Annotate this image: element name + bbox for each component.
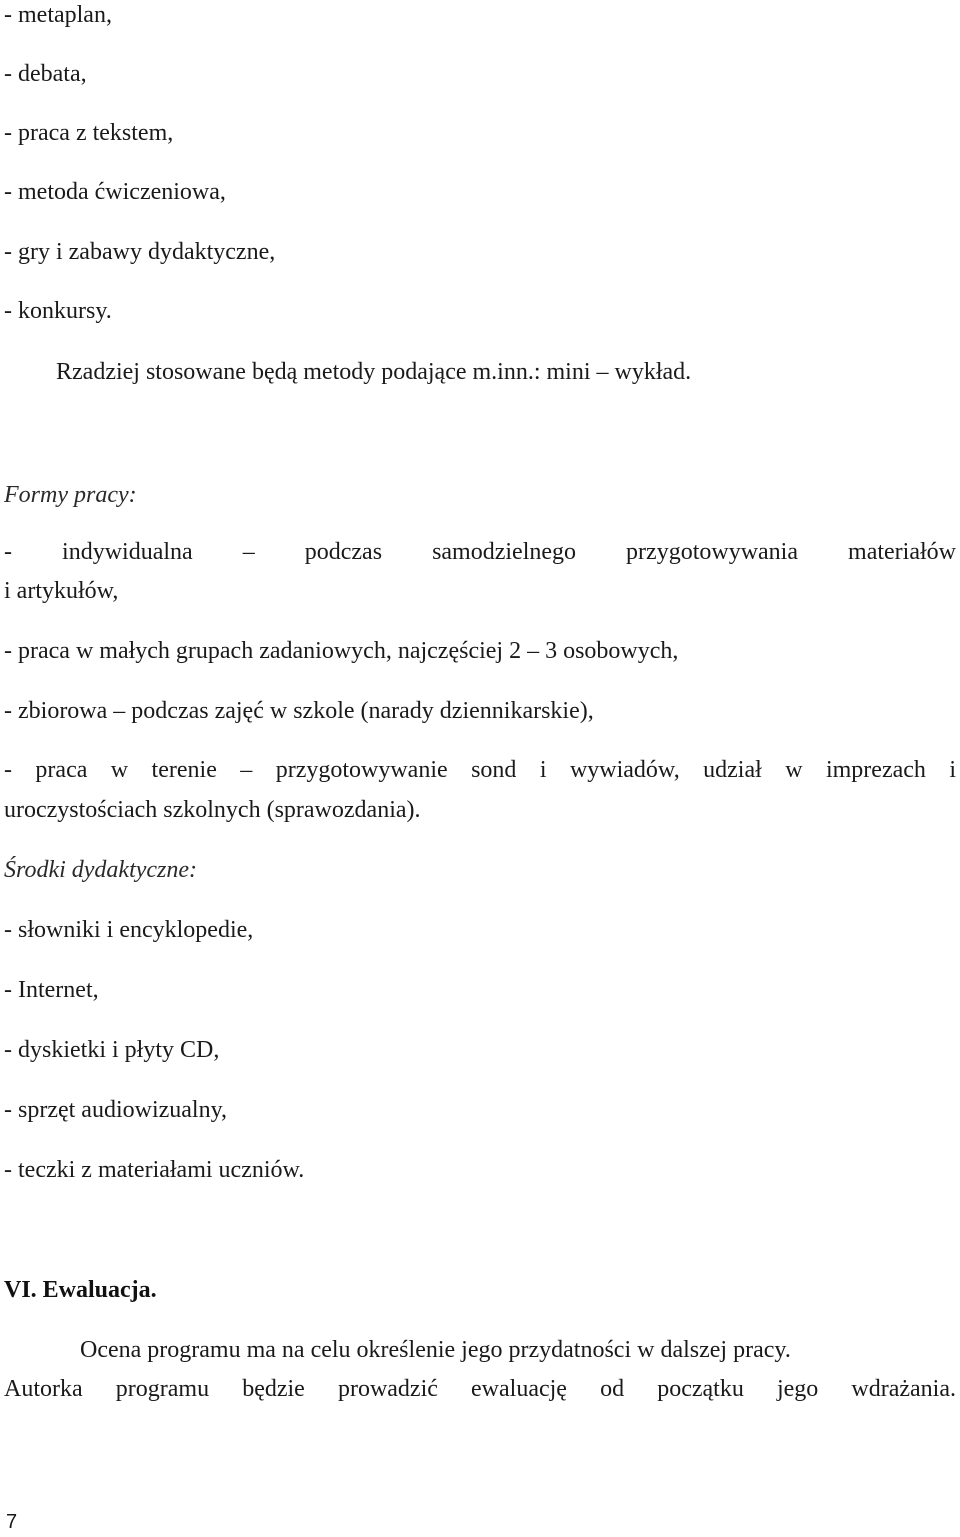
work-forms-item-continuation: i artykułów, (4, 578, 119, 604)
methods-list-item: - metoda ćwiczeniowa, (4, 179, 226, 205)
methods-list-item: - konkursy. (4, 298, 112, 324)
work-forms-item: - praca w małych grupach zadaniowych, najczęściej 2 – 3 osobowych, (4, 638, 679, 664)
teaching-aids-item: - teczki z materiałami uczniów. (4, 1157, 305, 1183)
section-heading-evaluation: VI. Ewaluacja. (4, 1277, 157, 1303)
work-forms-item: - zbiorowa – podczas zajęć w szkole (narady dziennikarskie), (4, 698, 594, 724)
methods-list-item: - debata, (4, 61, 87, 87)
teaching-aids-item: - sprzęt audiowizualny, (4, 1097, 228, 1123)
teaching-aids-item: - Internet, (4, 977, 99, 1003)
methods-list-item: - praca z tekstem, (4, 120, 174, 146)
methods-note: Rzadziej stosowane będą metody podające m.inn.: mini – wykład. (56, 359, 692, 385)
work-forms-item-continuation: uroczystościach szkolnych (sprawozdania). (4, 797, 421, 823)
methods-list-item: - gry i zabawy dydaktyczne, (4, 239, 276, 265)
teaching-aids-item: - słowniki i encyklopedie, (4, 917, 254, 943)
work-forms-item: - praca w terenie – przygotowywanie sond i wywiadów, udział w imprezach i (4, 757, 956, 783)
work-forms-heading: Formy pracy: (4, 482, 137, 508)
methods-list-item: - metaplan, (4, 2, 112, 28)
work-forms-item: - indywidualna – podczas samodzielnego przygotowywania materiałów (4, 539, 956, 565)
teaching-aids-heading: Środki dydaktyczne: (4, 857, 198, 883)
evaluation-paragraph-line: Autorka programu będzie prowadzić ewaluację od początku jego wdrażania. (4, 1376, 956, 1402)
evaluation-paragraph-line: Ocena programu ma na celu określenie jego przydatności w dalszej pracy. (80, 1337, 791, 1363)
page-number: 7 (6, 1511, 18, 1533)
teaching-aids-item: - dyskietki i płyty CD, (4, 1037, 220, 1063)
